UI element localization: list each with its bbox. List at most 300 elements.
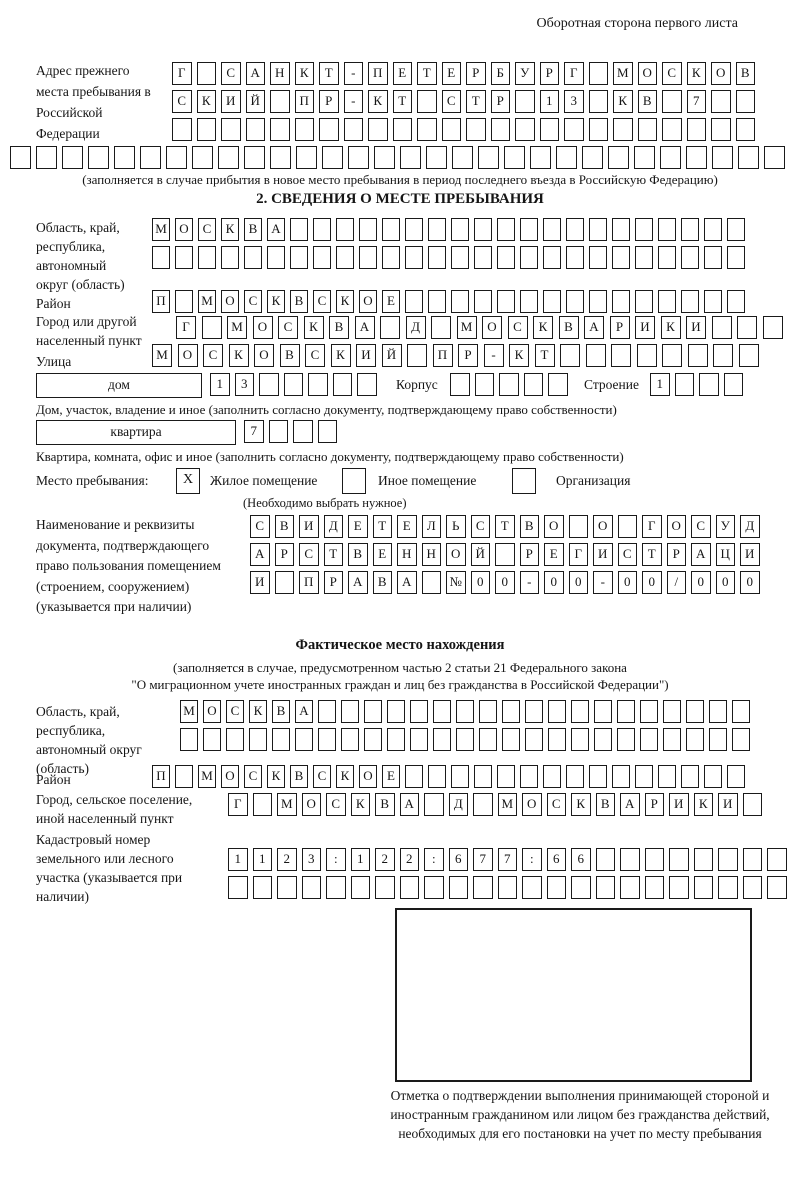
char-cell[interactable]: Е (348, 515, 368, 538)
char-cell[interactable]: Р (458, 344, 478, 367)
char-cell[interactable]: Й (246, 90, 266, 113)
char-cell[interactable] (202, 316, 222, 339)
char-cell[interactable] (634, 146, 655, 169)
char-cell[interactable] (180, 728, 198, 751)
char-cell[interactable]: 7 (244, 420, 264, 443)
char-cell[interactable] (400, 876, 420, 899)
char-cell[interactable] (249, 728, 267, 751)
char-cell[interactable] (520, 290, 538, 313)
char-cell[interactable]: О (359, 765, 377, 788)
char-cell[interactable]: К (661, 316, 681, 339)
char-cell[interactable]: Т (324, 543, 344, 566)
char-cell[interactable] (326, 876, 346, 899)
char-cell[interactable] (635, 218, 653, 241)
char-cell[interactable] (382, 246, 400, 269)
char-cell[interactable]: У (716, 515, 736, 538)
char-cell[interactable] (638, 118, 658, 141)
char-cell[interactable]: Р (610, 316, 630, 339)
char-cell[interactable]: К (687, 62, 707, 85)
char-cell[interactable] (718, 848, 738, 871)
char-cell[interactable] (566, 765, 584, 788)
char-cell[interactable] (226, 728, 244, 751)
char-cell[interactable]: 1 (540, 90, 560, 113)
char-cell[interactable] (244, 246, 262, 269)
char-cell[interactable] (681, 765, 699, 788)
char-cell[interactable]: : (326, 848, 346, 871)
char-cell[interactable] (296, 146, 317, 169)
char-cell[interactable] (645, 848, 665, 871)
char-cell[interactable] (613, 118, 633, 141)
char-cell[interactable] (497, 218, 515, 241)
char-cell[interactable] (341, 700, 359, 723)
char-cell[interactable]: А (584, 316, 604, 339)
char-cell[interactable] (431, 316, 451, 339)
char-cell[interactable]: С (313, 290, 331, 313)
char-cell[interactable] (374, 146, 395, 169)
char-cell[interactable] (474, 290, 492, 313)
char-cell[interactable] (732, 728, 750, 751)
char-cell[interactable]: В (638, 90, 658, 113)
confirmation-stamp-box[interactable] (395, 908, 752, 1082)
char-cell[interactable]: Р (645, 793, 665, 816)
char-cell[interactable]: Г (172, 62, 192, 85)
char-cell[interactable]: К (694, 793, 714, 816)
char-cell[interactable] (499, 373, 519, 396)
char-cell[interactable] (473, 876, 493, 899)
char-cell[interactable]: Н (397, 543, 417, 566)
char-cell[interactable]: : (522, 848, 542, 871)
char-cell[interactable] (407, 344, 427, 367)
char-cell[interactable]: К (533, 316, 553, 339)
char-cell[interactable]: С (203, 344, 223, 367)
char-cell[interactable]: С (618, 543, 638, 566)
char-cell[interactable] (620, 848, 640, 871)
char-cell[interactable]: О (711, 62, 731, 85)
char-cell[interactable]: - (520, 571, 540, 594)
char-cell[interactable] (681, 290, 699, 313)
char-cell[interactable]: Л (422, 515, 442, 538)
char-cell[interactable]: Е (382, 290, 400, 313)
char-cell[interactable]: Д (324, 515, 344, 538)
char-cell[interactable] (566, 246, 584, 269)
char-cell[interactable] (433, 728, 451, 751)
char-cell[interactable]: 1 (351, 848, 371, 871)
char-cell[interactable] (466, 118, 486, 141)
char-cell[interactable] (428, 765, 446, 788)
char-cell[interactable]: М (227, 316, 247, 339)
char-cell[interactable] (400, 146, 421, 169)
char-cell[interactable] (244, 146, 265, 169)
char-cell[interactable]: 6 (571, 848, 591, 871)
char-cell[interactable] (767, 848, 787, 871)
char-cell[interactable] (359, 218, 377, 241)
char-cell[interactable] (348, 146, 369, 169)
char-cell[interactable] (318, 420, 338, 443)
char-cell[interactable] (417, 90, 437, 113)
char-cell[interactable] (662, 118, 682, 141)
char-cell[interactable]: - (484, 344, 504, 367)
char-cell[interactable] (525, 700, 543, 723)
char-cell[interactable] (450, 373, 470, 396)
char-cell[interactable] (743, 876, 763, 899)
char-cell[interactable]: Г (228, 793, 248, 816)
char-cell[interactable]: К (295, 62, 315, 85)
char-cell[interactable] (497, 246, 515, 269)
char-cell[interactable]: О (667, 515, 687, 538)
char-cell[interactable]: С (471, 515, 491, 538)
char-cell[interactable] (732, 700, 750, 723)
char-cell[interactable] (522, 876, 542, 899)
char-cell[interactable] (405, 218, 423, 241)
char-cell[interactable] (221, 246, 239, 269)
char-cell[interactable] (474, 765, 492, 788)
char-cell[interactable] (543, 246, 561, 269)
char-cell[interactable]: С (547, 793, 567, 816)
char-cell[interactable]: 7 (473, 848, 493, 871)
char-cell[interactable]: А (267, 218, 285, 241)
char-cell[interactable]: 2 (375, 848, 395, 871)
char-cell[interactable] (564, 118, 584, 141)
char-cell[interactable]: Г (569, 543, 589, 566)
char-cell[interactable]: 1 (228, 848, 248, 871)
char-cell[interactable] (387, 728, 405, 751)
char-cell[interactable] (473, 793, 493, 816)
char-cell[interactable] (617, 700, 635, 723)
char-cell[interactable]: С (691, 515, 711, 538)
char-cell[interactable]: М (198, 765, 216, 788)
char-cell[interactable] (270, 118, 290, 141)
char-cell[interactable] (88, 146, 109, 169)
char-cell[interactable]: Т (642, 543, 662, 566)
char-cell[interactable]: Т (319, 62, 339, 85)
char-cell[interactable] (589, 118, 609, 141)
char-cell[interactable] (520, 218, 538, 241)
char-cell[interactable] (253, 793, 273, 816)
char-cell[interactable]: Й (382, 344, 402, 367)
char-cell[interactable] (640, 700, 658, 723)
char-cell[interactable] (586, 344, 606, 367)
char-cell[interactable]: - (593, 571, 613, 594)
char-cell[interactable] (704, 290, 722, 313)
char-cell[interactable] (478, 146, 499, 169)
char-cell[interactable]: М (498, 793, 518, 816)
char-cell[interactable]: К (613, 90, 633, 113)
char-cell[interactable]: А (250, 543, 270, 566)
char-cell[interactable] (635, 290, 653, 313)
char-cell[interactable] (709, 728, 727, 751)
char-cell[interactable] (727, 246, 745, 269)
char-cell[interactable] (589, 765, 607, 788)
char-cell[interactable] (658, 765, 676, 788)
char-cell[interactable] (704, 218, 722, 241)
char-cell[interactable] (571, 876, 591, 899)
char-cell[interactable]: С (508, 316, 528, 339)
char-cell[interactable]: 6 (449, 848, 469, 871)
char-cell[interactable]: Е (393, 62, 413, 85)
char-cell[interactable]: Р (275, 543, 295, 566)
char-cell[interactable]: С (244, 765, 262, 788)
char-cell[interactable]: П (295, 90, 315, 113)
char-cell[interactable]: Е (382, 765, 400, 788)
char-cell[interactable] (743, 793, 763, 816)
char-cell[interactable] (704, 246, 722, 269)
char-cell[interactable] (525, 728, 543, 751)
char-cell[interactable]: К (336, 765, 354, 788)
char-cell[interactable] (687, 118, 707, 141)
char-cell[interactable] (198, 246, 216, 269)
char-cell[interactable]: М (152, 344, 172, 367)
organization-checkbox[interactable] (512, 468, 536, 494)
char-cell[interactable] (617, 728, 635, 751)
char-cell[interactable]: Т (373, 515, 393, 538)
char-cell[interactable] (336, 218, 354, 241)
char-cell[interactable] (524, 373, 544, 396)
char-cell[interactable]: Ь (446, 515, 466, 538)
char-cell[interactable] (313, 218, 331, 241)
char-cell[interactable] (277, 876, 297, 899)
char-cell[interactable] (203, 728, 221, 751)
char-cell[interactable]: С (326, 793, 346, 816)
char-cell[interactable]: М (613, 62, 633, 85)
char-cell[interactable] (452, 146, 473, 169)
char-cell[interactable]: Е (442, 62, 462, 85)
char-cell[interactable]: В (290, 765, 308, 788)
char-cell[interactable]: К (304, 316, 324, 339)
char-cell[interactable]: 1 (253, 848, 273, 871)
char-cell[interactable]: М (457, 316, 477, 339)
char-cell[interactable] (560, 344, 580, 367)
char-cell[interactable]: 0 (495, 571, 515, 594)
char-cell[interactable] (318, 728, 336, 751)
char-cell[interactable]: В (375, 793, 395, 816)
char-cell[interactable] (669, 876, 689, 899)
char-cell[interactable] (293, 420, 313, 443)
other-premises-checkbox[interactable] (342, 468, 366, 494)
char-cell[interactable]: В (736, 62, 756, 85)
char-cell[interactable] (556, 146, 577, 169)
char-cell[interactable] (681, 246, 699, 269)
char-cell[interactable]: С (172, 90, 192, 113)
char-cell[interactable]: О (302, 793, 322, 816)
char-cell[interactable] (302, 876, 322, 899)
char-cell[interactable]: М (198, 290, 216, 313)
char-cell[interactable] (738, 146, 759, 169)
char-cell[interactable] (456, 728, 474, 751)
char-cell[interactable]: Д (740, 515, 760, 538)
char-cell[interactable]: И (593, 543, 613, 566)
char-cell[interactable]: Н (270, 62, 290, 85)
char-cell[interactable]: К (368, 90, 388, 113)
char-cell[interactable] (660, 146, 681, 169)
char-cell[interactable]: И (669, 793, 689, 816)
char-cell[interactable] (270, 90, 290, 113)
char-cell[interactable] (658, 290, 676, 313)
char-cell[interactable] (571, 728, 589, 751)
char-cell[interactable] (547, 876, 567, 899)
char-cell[interactable]: 2 (277, 848, 297, 871)
char-cell[interactable]: О (253, 316, 273, 339)
char-cell[interactable] (344, 118, 364, 141)
char-cell[interactable]: Н (422, 543, 442, 566)
char-cell[interactable]: К (229, 344, 249, 367)
char-cell[interactable] (520, 765, 538, 788)
char-cell[interactable] (36, 146, 57, 169)
char-cell[interactable] (410, 728, 428, 751)
char-cell[interactable]: О (175, 218, 193, 241)
char-cell[interactable] (612, 765, 630, 788)
char-cell[interactable] (739, 344, 759, 367)
char-cell[interactable] (284, 373, 304, 396)
char-cell[interactable] (382, 218, 400, 241)
char-cell[interactable]: И (250, 571, 270, 594)
char-cell[interactable] (727, 290, 745, 313)
char-cell[interactable] (140, 146, 161, 169)
char-cell[interactable]: К (267, 290, 285, 313)
char-cell[interactable]: А (397, 571, 417, 594)
char-cell[interactable] (368, 118, 388, 141)
char-cell[interactable] (424, 876, 444, 899)
char-cell[interactable] (451, 290, 469, 313)
char-cell[interactable]: О (221, 290, 239, 313)
char-cell[interactable] (589, 290, 607, 313)
char-cell[interactable] (451, 246, 469, 269)
char-cell[interactable] (422, 571, 442, 594)
char-cell[interactable]: 1 (650, 373, 670, 396)
char-cell[interactable] (410, 700, 428, 723)
char-cell[interactable]: Й (471, 543, 491, 566)
char-cell[interactable] (375, 876, 395, 899)
char-cell[interactable]: 3 (235, 373, 255, 396)
char-cell[interactable] (688, 344, 708, 367)
char-cell[interactable]: В (348, 543, 368, 566)
char-cell[interactable] (712, 146, 733, 169)
char-cell[interactable] (479, 728, 497, 751)
char-cell[interactable] (645, 876, 665, 899)
char-cell[interactable]: В (559, 316, 579, 339)
char-cell[interactable] (686, 700, 704, 723)
char-cell[interactable]: А (355, 316, 375, 339)
char-cell[interactable] (290, 218, 308, 241)
char-cell[interactable] (675, 373, 695, 396)
char-cell[interactable]: В (290, 290, 308, 313)
char-cell[interactable]: К (331, 344, 351, 367)
char-cell[interactable]: 0 (618, 571, 638, 594)
char-cell[interactable] (313, 246, 331, 269)
char-cell[interactable] (543, 290, 561, 313)
char-cell[interactable] (681, 218, 699, 241)
char-cell[interactable] (612, 290, 630, 313)
char-cell[interactable] (475, 373, 495, 396)
char-cell[interactable]: Д (449, 793, 469, 816)
char-cell[interactable] (387, 700, 405, 723)
char-cell[interactable] (491, 118, 511, 141)
char-cell[interactable] (270, 146, 291, 169)
char-cell[interactable] (658, 246, 676, 269)
char-cell[interactable] (589, 246, 607, 269)
char-cell[interactable] (566, 290, 584, 313)
char-cell[interactable]: С (278, 316, 298, 339)
char-cell[interactable] (743, 848, 763, 871)
char-cell[interactable] (662, 90, 682, 113)
char-cell[interactable] (295, 118, 315, 141)
char-cell[interactable] (635, 246, 653, 269)
char-cell[interactable] (596, 876, 616, 899)
char-cell[interactable] (393, 118, 413, 141)
char-cell[interactable] (764, 146, 785, 169)
char-cell[interactable] (515, 118, 535, 141)
char-cell[interactable] (333, 373, 353, 396)
char-cell[interactable]: С (313, 765, 331, 788)
char-cell[interactable]: О (178, 344, 198, 367)
char-cell[interactable] (166, 146, 187, 169)
char-cell[interactable] (686, 728, 704, 751)
char-cell[interactable] (594, 700, 612, 723)
char-cell[interactable]: Т (495, 515, 515, 538)
char-cell[interactable]: 0 (471, 571, 491, 594)
char-cell[interactable] (548, 728, 566, 751)
char-cell[interactable] (611, 344, 631, 367)
char-cell[interactable]: : (424, 848, 444, 871)
char-cell[interactable] (663, 700, 681, 723)
char-cell[interactable]: И (686, 316, 706, 339)
char-cell[interactable] (737, 316, 757, 339)
char-cell[interactable] (724, 373, 744, 396)
char-cell[interactable] (662, 344, 682, 367)
char-cell[interactable] (699, 373, 719, 396)
char-cell[interactable]: Р (667, 543, 687, 566)
char-cell[interactable] (433, 700, 451, 723)
char-cell[interactable]: К (336, 290, 354, 313)
char-cell[interactable] (596, 848, 616, 871)
char-cell[interactable] (495, 543, 515, 566)
char-cell[interactable]: К (509, 344, 529, 367)
char-cell[interactable] (175, 246, 193, 269)
char-cell[interactable]: О (203, 700, 221, 723)
char-cell[interactable] (267, 246, 285, 269)
char-cell[interactable]: С (221, 62, 241, 85)
char-cell[interactable] (718, 876, 738, 899)
char-cell[interactable]: Е (544, 543, 564, 566)
char-cell[interactable] (727, 765, 745, 788)
char-cell[interactable]: А (246, 62, 266, 85)
char-cell[interactable] (197, 118, 217, 141)
char-cell[interactable] (341, 728, 359, 751)
char-cell[interactable] (566, 218, 584, 241)
char-cell[interactable]: О (638, 62, 658, 85)
char-cell[interactable] (428, 218, 446, 241)
char-cell[interactable] (520, 246, 538, 269)
char-cell[interactable] (405, 290, 423, 313)
char-cell[interactable]: К (571, 793, 591, 816)
char-cell[interactable] (456, 700, 474, 723)
char-cell[interactable]: О (254, 344, 274, 367)
char-cell[interactable] (228, 876, 248, 899)
char-cell[interactable] (502, 700, 520, 723)
char-cell[interactable] (582, 146, 603, 169)
char-cell[interactable]: Ц (716, 543, 736, 566)
char-cell[interactable] (589, 218, 607, 241)
char-cell[interactable]: О (544, 515, 564, 538)
char-cell[interactable] (571, 700, 589, 723)
char-cell[interactable] (449, 876, 469, 899)
char-cell[interactable]: А (295, 700, 313, 723)
char-cell[interactable] (322, 146, 343, 169)
char-cell[interactable] (175, 290, 193, 313)
char-cell[interactable] (380, 316, 400, 339)
char-cell[interactable] (663, 728, 681, 751)
char-cell[interactable]: Т (393, 90, 413, 113)
char-cell[interactable] (405, 765, 423, 788)
